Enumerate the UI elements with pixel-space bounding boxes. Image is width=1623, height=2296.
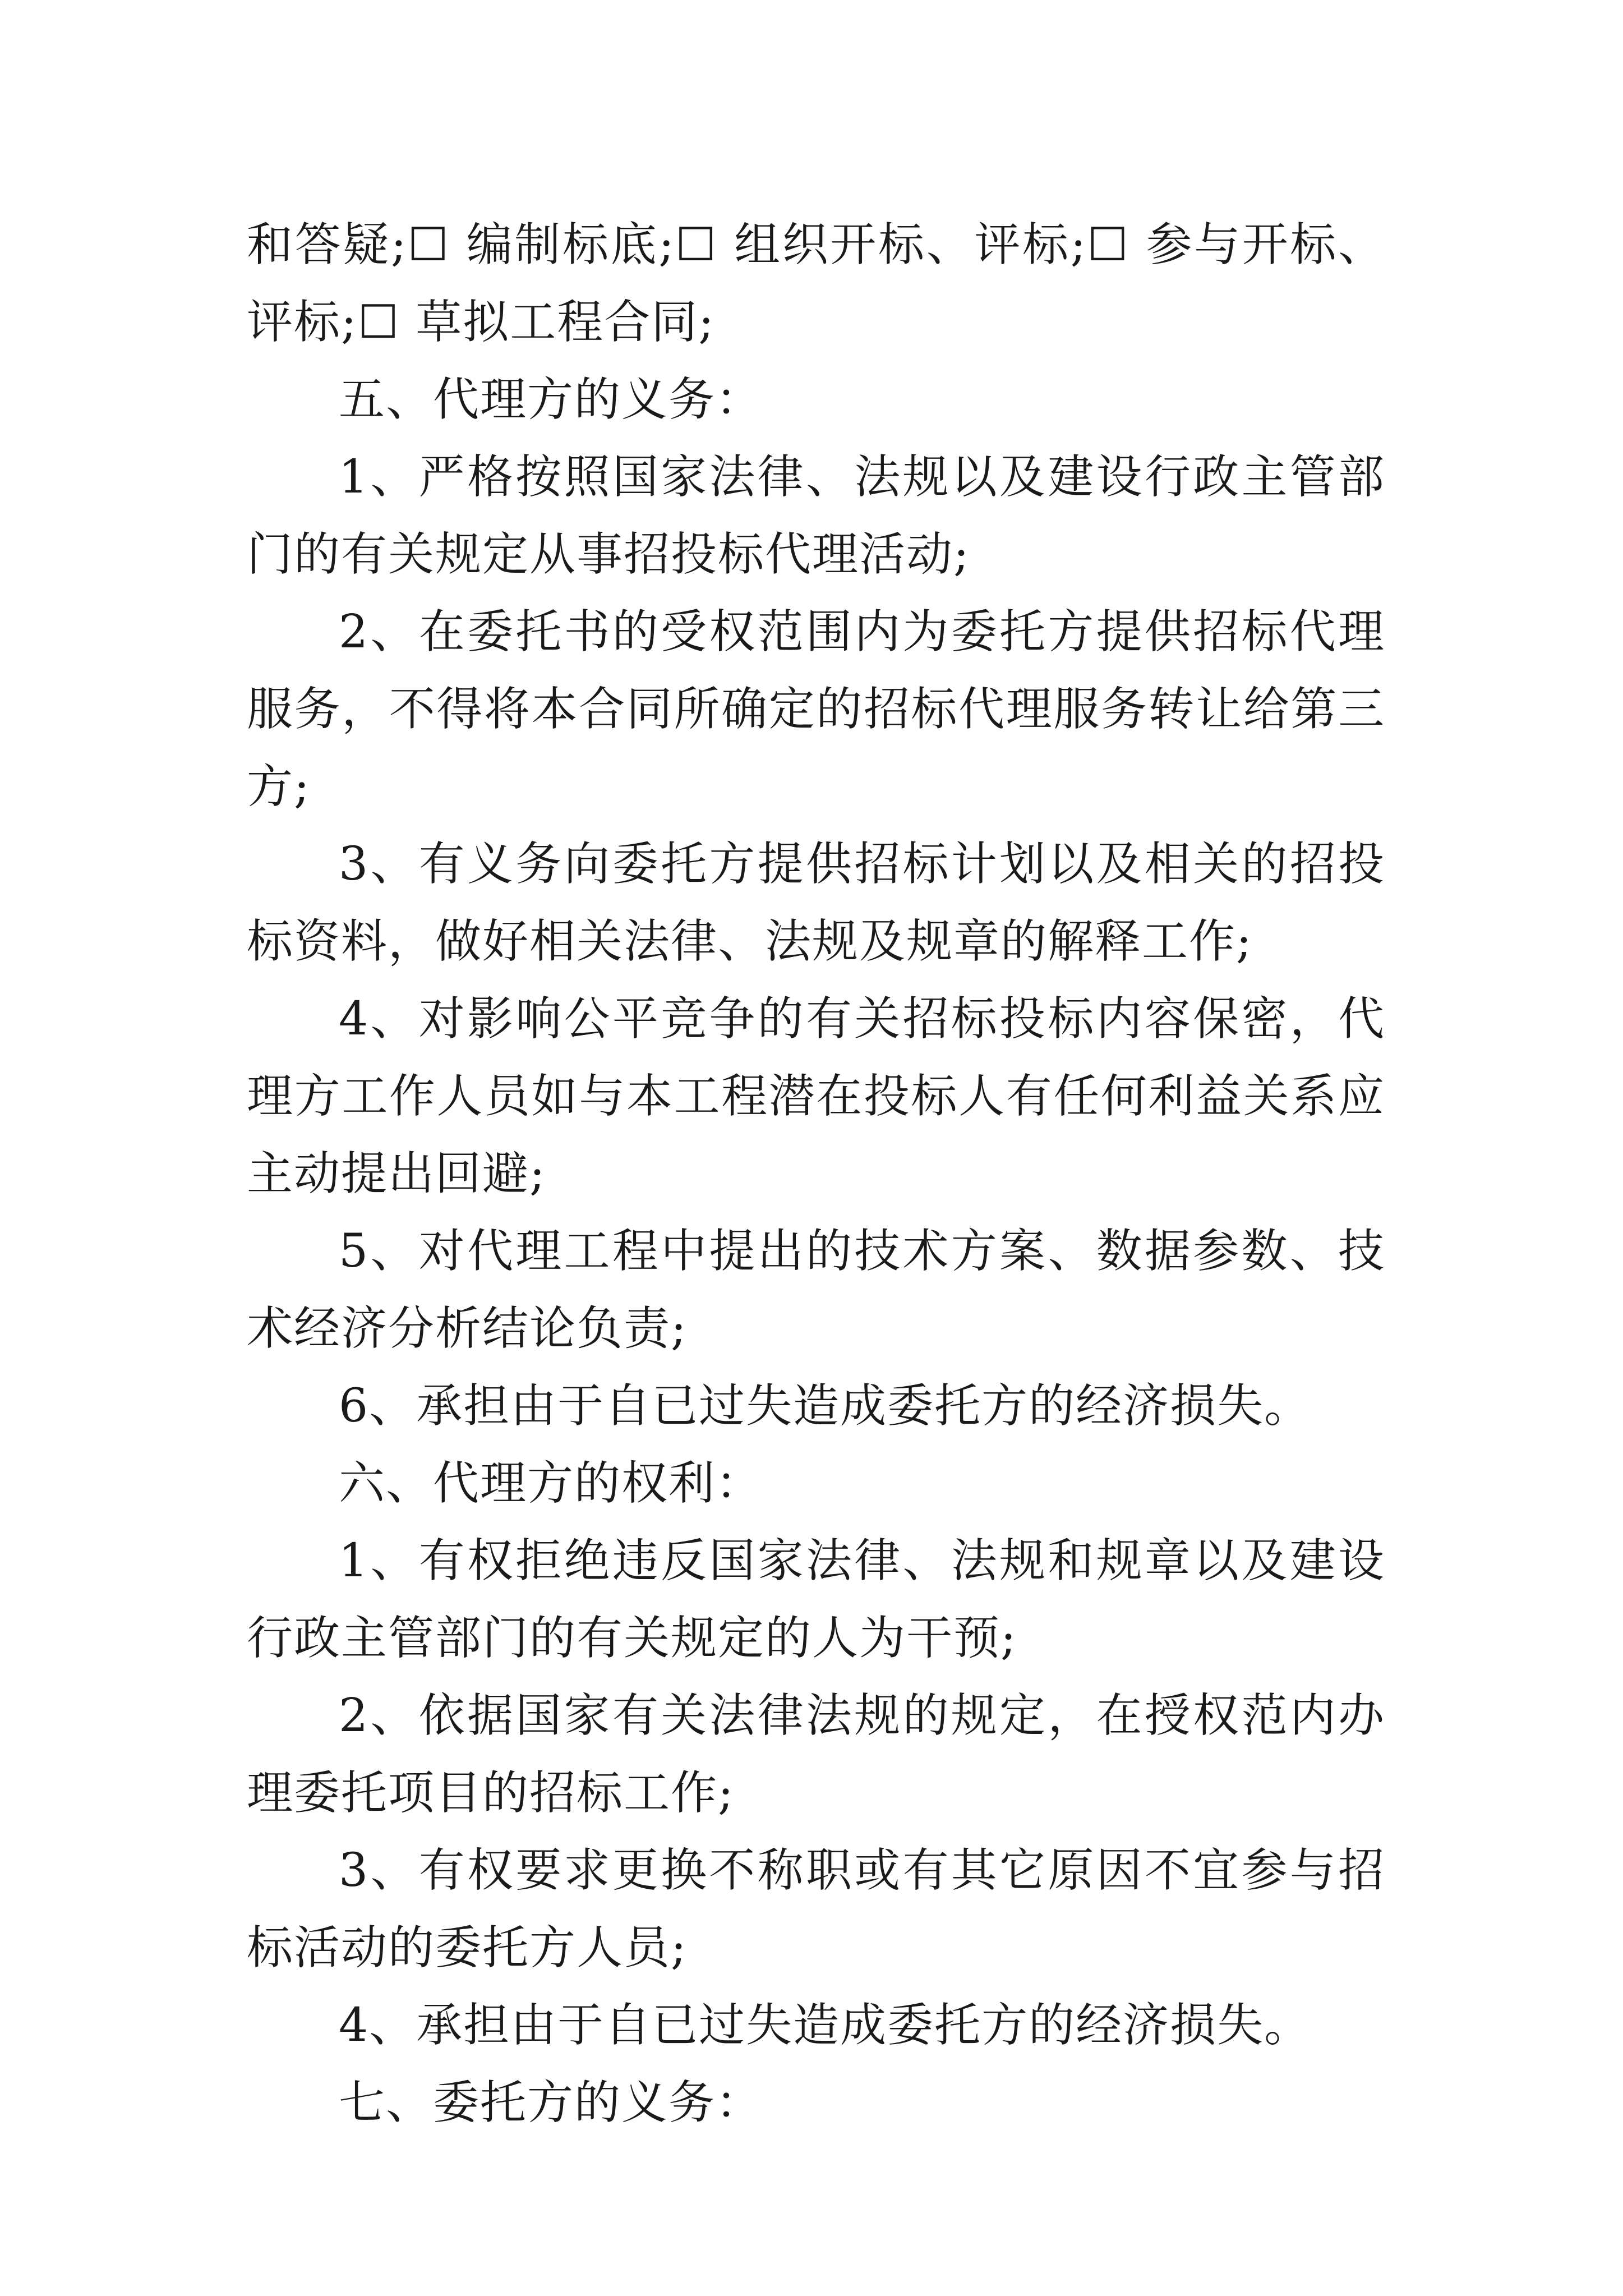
rights-item-3: 3、有权要求更换不称职或有其它原因不宜参与招标活动的委托方人员; xyxy=(247,1844,1385,1975)
obligation-item-5: 5、对代理工程中提出的技术方案、数据参数、技术经济分析结论负责; xyxy=(247,1225,1385,1355)
rights-item-4: 4、承担由于自已过失造成委托方的经济损失。 xyxy=(339,1999,1312,2052)
rights-item-2: 2、依据国家有关法律法规的规定，在授权范内办理委托项目的招标工作; xyxy=(247,1689,1385,1820)
rights-item-1: 1、有权拒绝违反国家法律、法规和规章以及建设行政主管部门的有关规定的人为干预; xyxy=(247,1534,1385,1665)
paragraph-scope-continuation: 和答疑;☐ 编制标底;☐ 组织开标、评标;☐ 参与开标、评标;☐ 草拟工程合同; xyxy=(247,218,1385,349)
obligation-item-3: 3、有义务向委托方提供招标计划以及相关的招投标资料，做好相关法律、法规及规章的解释工作; xyxy=(247,838,1385,968)
obligation-item-1: 1、严格按照国家法律、法规以及建设行政主管部门的有关规定从事招投标代理活动; xyxy=(247,450,1385,581)
section-heading-client-obligations: 七、委托方的义务： xyxy=(339,2076,763,2129)
document-body xyxy=(247,206,1385,2142)
obligation-item-6: 6、承担由于自已过失造成委托方的经济损失。 xyxy=(339,1379,1312,1433)
obligation-item-2: 2、在委托书的受权范围内为委托方提供招标代理服务，不得将本合同所确定的招标代理服务转让给第三方; xyxy=(247,605,1385,813)
obligation-item-4: 4、对影响公平竞争的有关招标投标内容保密，代理方工作人员如与本工程潜在投标人有任何利益关系应主动提出回避; xyxy=(247,992,1385,1200)
section-heading-agent-rights: 六、代理方的权利： xyxy=(339,1457,763,1510)
section-heading-agent-obligations: 五、代理方的义务： xyxy=(339,373,763,426)
